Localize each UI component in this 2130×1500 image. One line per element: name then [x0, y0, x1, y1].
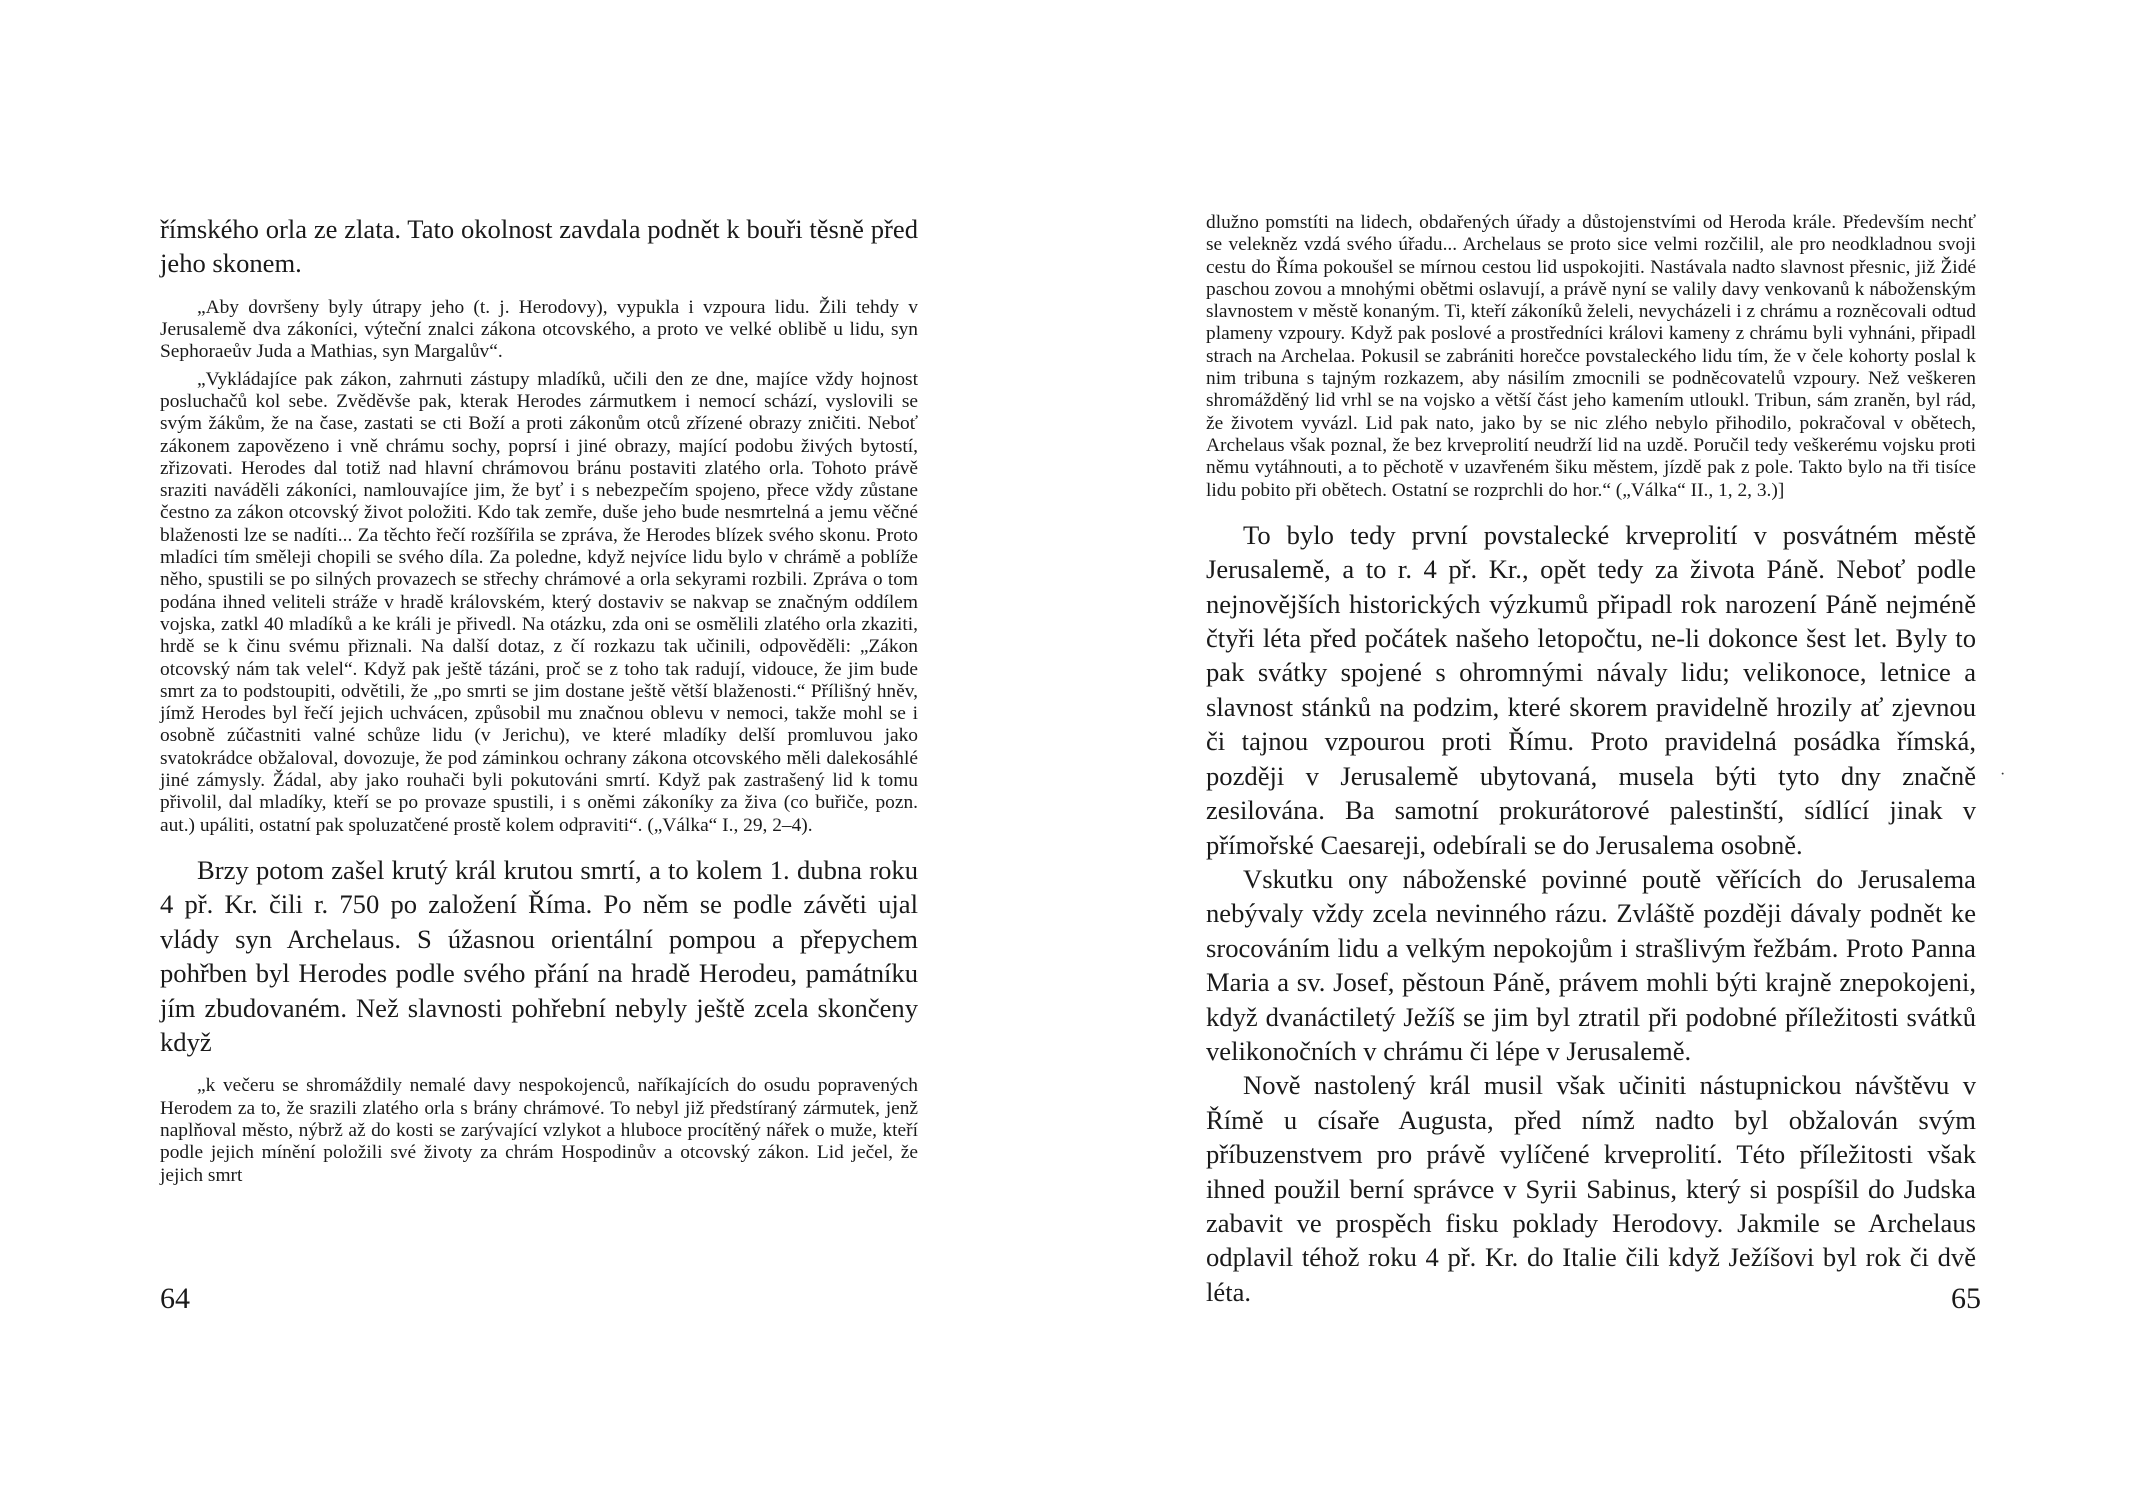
right-paragraph-1: To bylo tedy první povstalecké krveprolití v posvátném městě Jerusalemě, a to r. 4 př. Kr., opět tedy za života Páně. Neboť podle nejnovějších historických výzkumů připadl rok narození Páně nejméně čtyři léta před počátek našeho letopočtu, ne-li dokonce šest let. Byly to pak svátky spojené s ohromnými návaly lidu; velikonoce, letnice a slavnost stánků na podzim, které skorem pravidelně hrozily ať zjevnou či tajnou vzpourou proti Římu. Proto pravidelná posádka římská, později v Jerusalemě ubytovaná, musela býti tyto dny značně zesilována. Ba samotní prokurátorové palestinští, sídlící jinak v přímořské Caesareji, odebírali se do Jerusalema osobně.: [1206, 519, 1976, 860]
right-quote-1: dlužno pomstíti na lidech, obdařených úřady a důstojenstvími od Heroda krále. Především nechť se velekněz vzdá svého úřadu... Archelaus se proto sice velmi rozčilil, ale pro neodkladnou svoji cestu do Říma pokoušel se mírnou cestou lid uspokojiti. Nastávala nadto slavnost přesnic, již Židé paschou zovou a mnohými obětmi oslavují, a právě nyní se valily davy venkovanů k náboženským slavnostem v městě konaným. Ti, kteří zákoníků želeli, nevycházeli i z chrámu a rozněcovali odtud plameny vzpoury. Když pak poslové a prostředníci královi kameny z chrámu byli vyhnáni, připadl strach na Archelaa. Pokusil se zabrániti horečce povstaleckého lidu tím, že v čele kohorty poslal k nim tribuna s tajným rozkazem, aby násilím zmocnili se podněcovatelů vzpoury. Než veškeren shromážděný lid vrhl se na vojsko a větší část jeho kamením utloukl. Tribun, sám zraněn, byl rád, že životem vyvázl. Lid pak nato, jako by se nic zlého nebylo přihodilo, pokračoval v obětech, Archelaus však poznal, že bez krveprolití neudrží lid na uzdě. Poručil tedy veškerému vojsku proti němu vytáhnouti, a to pěchotě v uzavřeném šiku městem, jízdě pak z pole. Takto bylo na tři tisíce lidu pobito při obětech. Ostatní se rozprchli do hor.“ („Válka“ II., 1, 2, 3.)]: [1206, 212, 1976, 501]
right-paragraph-2: Vskutku ony náboženské povinné poutě věřících do Jerusalema nebývaly vždy zcela nevinného rázu. Zvláště později dávaly podnět ke srocováním lidu a velkým nepokojům i strašlivým řežbám. Proto Panna Maria a sv. Josef, pěstoun Páně, právem mohli býti krajně znepokojeni, když dvanáctiletý Ježíš se jim byl ztratil při podobné příležitosti svátků velikonočních v chrámu či lépe v Jerusalemě.: [1206, 863, 1976, 1066]
left-quote-2: „Vykládajíce pak zákon, zahrnuti zástupy mladíků, učili den ze dne, majíce vždy hojnost posluchačů kol sebe. Zvěděvše pak, kterak Herodes zármutkem i nemocí schází, vyslovili se svým žákům, že na čase, zastati se cti Boží a proti zákonům otců zřízené obrazy zničiti. Neboť zákonem zapovězeno i vně chrámu sochy, poprsí i jiné obrazy, mající podobu živých bytostí, zřizovati. Herodes dal totiž nad hlavní chrámovou bránu postaviti zlatého orla. Tohoto právě sraziti naváděli zákoníci, namlouvajíce jim, že byť i s nebezpečím spojeno, přece vždy zůstane čestno za zákon otcovský život položiti. Kdo tak zemře, duše jeho bude nesmrtelná a jemu věčné blaženosti lze se nadíti... Za těchto řečí rozšířila se zpráva, že Herodes blízek svého skonu. Proto mladíci tím směleji chopili se svého díla. Za poledne, když nejvíce lidu bylo v chrámě a poblíže něho, spustili se po silných provazech se střechy chrámové a orla sekyrami rozbili. Zpráva o tom podána ihned veliteli stráže v hradě královském, který dostaviv se nakvap se značným oddílem vojska, zatkl 40 mladíků a ke králi je přivedl. Na otázku, zda oni se osmělili zlatého orla zkaziti, hrdě se k činu svému přiznali. Na další dotaz, z čí rozkazu tak učinili, odpověděli: „Zákon otcovský nám tak velel“. Když pak ještě tázáni, proč se z toho tak radují, vidouce, že jim bude smrt za to podstoupiti, odvětili, že „po smrti se jim dostane ještě větší blaženosti.“ Přílišný hněv, jímž Herodes byl řečí jejich uchvácen, způsobil mu značnou oblevu v nemoci, takže mohl se i osobně zúčastniti valné schůze lidu (v Jerichu), ve které mladíky delší promluvou jako svatokrádce obžaloval, dovozuje, že pod záminkou ochrany zákona otcovského měli dalekosáhlé jiné zámysly. Žádal, aby jako rouhači byli pokutováni smrtí. Když pak zastrašený lid k tomu přivolil, dal mladíky, kteří se po provaze spustili, i s oněmi zákoníky za živa (co buřiče, pozn. aut.) upáliti, ostatní pak spoluzatčené prostě kolem odpraviti“. („Válka“ I., 29, 2–4).: [160, 368, 918, 836]
left-paragraph-2: Brzy potom zašel krutý král krutou smrtí, a to kolem 1. dubna roku 4 př. Kr. čili r. 750 po založení Říma. Po něm se podle závěti ujal vlády syn Archelaus. S úžasnou orientální pompou a přepychem pohřben byl Herodes podle svého přání na hradě Herodeu, památníku jím zbudovaném. Než slavnosti pohřební nebyly ještě zcela skončeny když: [160, 854, 918, 1057]
left-quote-3: „k večeru se shromáždily nemalé davy nespokojenců, naříkajících do osudu popravených Herodem za to, že srazili zlatého orla s brány chrámové. To nebyl již předstíraný zármutek, jenž naplňoval město, nýbrž až do kosti se zarývající vzlykot a hluboce procítěný nářek o muže, kteří podle jejich mínění položili své životy za chrám Hospodinův a otcovský zákon. Lid ječel, že jejich smrt: [160, 1075, 918, 1186]
right-page: [1206, 0, 1976, 1500]
left-intro-paragraph: římského orla ze zlata. Tato okolnost zavdala podnět k bouři těsně před jeho skonem.: [160, 214, 918, 279]
page-number-left: 64: [160, 1282, 190, 1315]
stray-mark: ·: [2000, 766, 2006, 783]
page-number-right: 65: [1951, 1282, 1981, 1315]
right-paragraph-3: Nově nastolený král musil však učiniti nástupnickou návštěvu v Římě u císaře Augusta, před nímž nadto byl obžalován svým příbuzenstvem pro právě vylíčené krveprolití. Této příležitosti však ihned použil berní správce v Syrii Sabinus, který si pospíšil do Judska zabavit ve prospěch fisku poklady Herodovy. Jakmile se Archelaus odplavil téhož roku 4 př. Kr. do Italie čili když Ježíšovi byl rok či dvě léta.: [1206, 1070, 1976, 1307]
left-quote-1: „Aby dovršeny byly útrapy jeho (t. j. Herodovy), vypukla i vzpoura lidu. Žili tehdy v Jerusalemě dva zákoníci, výteční znalci zákona otcovského, a proto ve velké oblibě u lidu, syn Sephoraeův Juda a Mathias, syn Margalův“.: [160, 296, 918, 363]
left-page: [160, 0, 918, 1500]
